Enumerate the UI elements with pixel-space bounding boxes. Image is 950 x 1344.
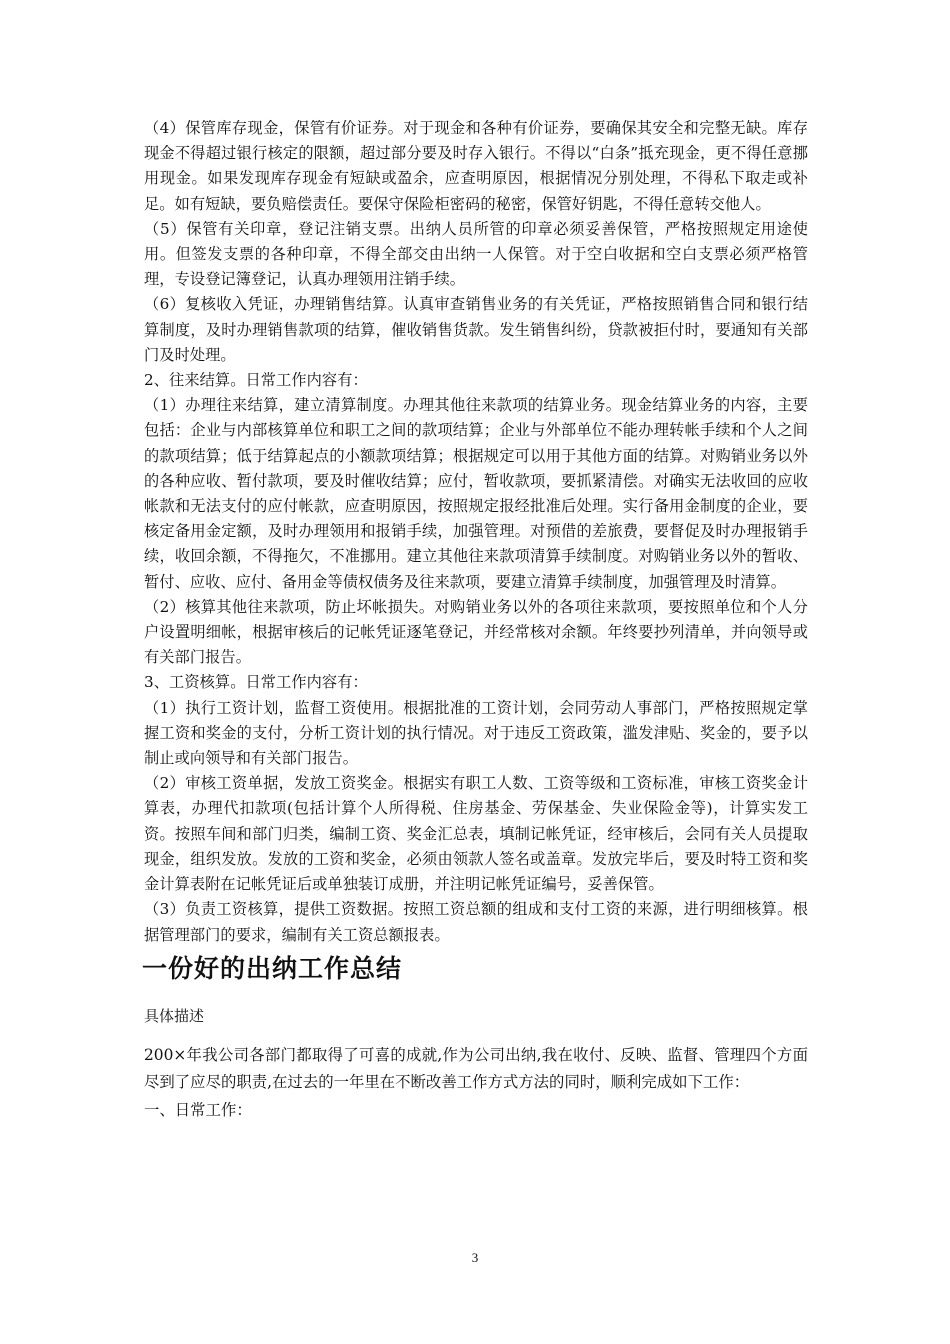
- paragraph-payroll-plan: （1）执行工资计划，监督工资使用。根据批准的工资计划，会同劳动人事部门，严格按照规定掌握工资和奖金的支付，分析工资计划的执行情况。对于违反工资政策，滥发津贴、奖金的，要予以制止或向领导和有关部门报告。: [144, 698, 808, 768]
- document-page: [144, 116, 808, 1124]
- section-title-current-settlement: 2、往来结算。日常工作内容有：: [144, 371, 368, 390]
- paragraph-other-accounts: （2）核算其他往来款项，防止坏帐损失。对购销业务以外的各项往来款项，要按照单位和个人分户设置明细帐，根据审核后的记帐凭证逐笔登记，并经常核对余额。年终要抄列清单，并向领导或有关部门报告。: [144, 597, 808, 667]
- section-title-payroll: 3、工资核算。日常工作内容有：: [144, 673, 368, 692]
- paragraph-payroll-documents: （2）审核工资单据，发放工资奖金。根据实有职工人数、工资等级和工资标准，审核工资奖金计算表，办理代扣款项(包括计算个人所得税、住房基金、劳保基金、失业保险金等)，计算实发工资。按照车间和部门归类，编制工资、奖金汇总表，填制记帐凭证，经审核后，会同有关人员提取现金，组织发放。发放的工资和奖金，必须由领款人签名或盖章。发放完毕后，要及时特工资和奖金计算表附在记帐凭证后或单独装订成册，并注明记帐凭证编号，妥善保管。: [144, 774, 808, 894]
- intro-paragraph: 200×年我公司各部门都取得了可喜的成就,作为公司出纳,我在收付、反映、监督、管理四个方面尽到了应尽的职责,在过去的一年里在不断改善工作方式方法的同时，顺利完成如下工作：: [144, 1045, 808, 1092]
- paragraph-cash-custody: （4）保管库存现金，保管有价证券。对于现金和各种有价证券，要确保其安全和完整无缺。库存现金不得超过银行核定的限额，超过部分要及时存入银行。不得以“白条”抵充现金，更不得任意挪用现金。如果发现库存现金有短缺或盈余，应查明原因，根据情况分别处理，不得私下取走或补足。如有短缺，要负赔偿责任。要保守保险柜密码的秘密，保管好钥匙，不得任意转交他人。: [144, 119, 808, 213]
- paragraph-payroll-accounting: （3）负责工资核算，提供工资数据。按照工资总额的组成和支付工资的来源，进行明细核算。根据管理部门的要求，编制有关工资总额报表。: [144, 900, 808, 944]
- subheading: 具体描述: [144, 1006, 205, 1025]
- paragraph-seals-cheques: （5）保管有关印章，登记注销支票。出纳人员所管的印章必须妥善保管，严格按照规定用途使用。但签发支票的各种印章，不得全部交由出纳一人保管。对于空白收据和空白支票必须严格管理，专设登记簿登记，认真办理领用注销手续。: [144, 219, 808, 289]
- intro-section-title: 一、日常工作：: [144, 1100, 252, 1119]
- paragraph-sales-settlement: （6）复核收入凭证，办理销售结算。认真审查销售业务的有关凭证，严格按照销售合同和银行结算制度，及时办理销售款项的结算，催收销售货款。发生销售纠纷，贷款被拒付时，要通知有关部门及时处理。: [144, 295, 808, 364]
- page-number: 3: [471, 1250, 479, 1265]
- paragraph-settlement-system: （1）办理往来结算，建立清算制度。办理其他往来款项的结算业务。现金结算业务的内容，主要包括：企业与内部核算单位和职工之间的款项结算；企业与外部单位不能办理转帐手续和个人之间的款项结算；低于结算起点的小额款项结算；根据规定可以用于其他方面的结算。对购销业务以外的各种应收、暂付款项，要及时催收结算；应付，暂收款项，要抓紧清偿。对确实无法收回的应收帐款和无法支付的应付帐款，应查明原因，按照规定报经批准后处理。实行备用金制度的企业，要核定备用金定额，及时办理领用和报销手续，加强管理。对预借的差旅费，要督促及时办理报销手续，收回余额，不得拖欠，不准挪用。建立其他往来款项清算手续制度。对购销业务以外的暂收、暂付、应收、应付、备用金等债权债务及往来款项，要建立清算手续制度，加强管理及时清算。: [144, 396, 808, 591]
- document-heading: 一份好的出纳工作总结: [142, 953, 403, 983]
